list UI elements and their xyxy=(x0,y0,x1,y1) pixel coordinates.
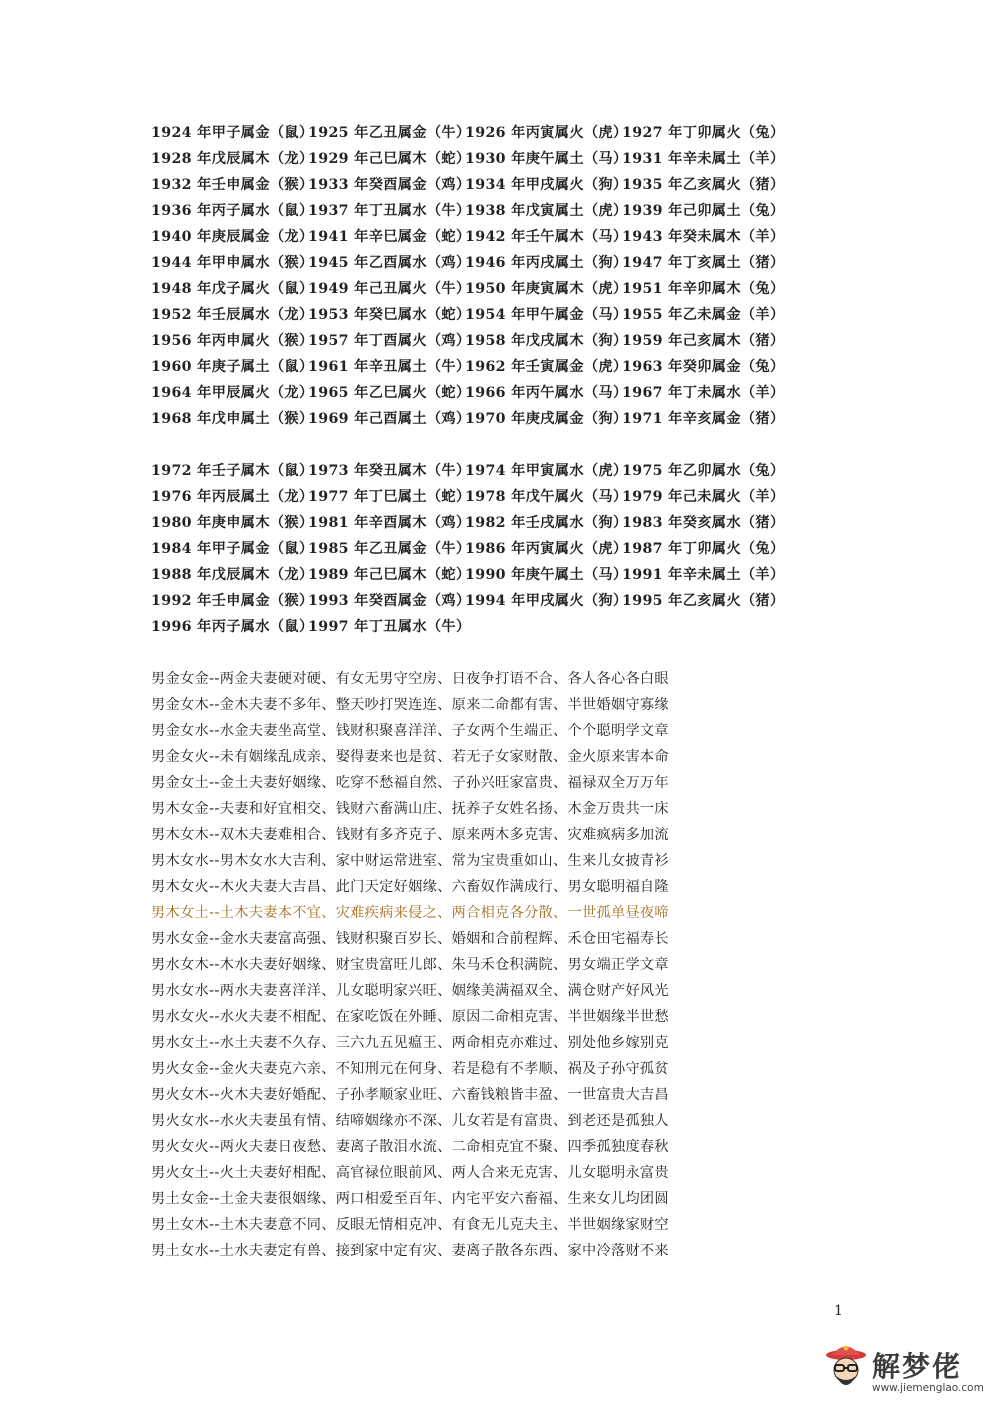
year-row xyxy=(151,328,785,354)
match-line: 男火女木--火木夫妻好婚配、子孙孝顺家业旺、六畜钱粮皆丰盈、一世富贵大吉昌 xyxy=(151,1087,669,1103)
year-entry: 1937 年丁丑属水（牛） xyxy=(308,203,471,219)
year-entry: 1966 年丙午属水（马） xyxy=(465,385,628,401)
year-entry: 1924 年甲子属金（鼠） xyxy=(151,125,314,141)
year-entry: 1942 年壬午属木（马） xyxy=(465,229,628,245)
year-row xyxy=(151,172,785,198)
page-number: 1 xyxy=(834,1303,843,1319)
match-line: 男木女木--双木夫妻难相合、钱财有多齐克子、原来两木多克害、灾难疯病多加流 xyxy=(151,827,669,843)
year-entry: 1986 年丙寅属火（虎） xyxy=(465,541,628,557)
year-entry: 1973 年癸丑属木（牛） xyxy=(308,463,471,479)
year-entry: 1995 年乙亥属火（猪） xyxy=(622,593,785,609)
year-entry: 1993 年癸酉属金（鸡） xyxy=(308,593,471,609)
year-row xyxy=(151,510,785,536)
year-entry: 1985 年乙丑属金（牛） xyxy=(308,541,471,557)
year-entry: 1930 年庚午属土（马） xyxy=(465,151,628,167)
year-entry: 1926 年丙寅属火（虎） xyxy=(465,125,628,141)
year-entry: 1958 年戊戌属木（狗） xyxy=(465,333,628,349)
year-row xyxy=(151,120,785,146)
year-entry: 1994 年甲戌属火（狗） xyxy=(465,593,628,609)
year-entry: 1962 年壬寅属金（虎） xyxy=(465,359,628,375)
year-row xyxy=(151,276,785,302)
year-entry: 1976 年丙辰属土（龙） xyxy=(151,489,314,505)
year-entry: 1971 年辛亥属金（猪） xyxy=(622,411,785,427)
year-entry: 1978 年戊午属火（马） xyxy=(465,489,628,505)
year-entry: 1967 年丁未属水（羊） xyxy=(622,385,785,401)
year-row xyxy=(151,224,785,250)
match-line: 男木女土--土木夫妻本不宜、灾难疾病来侵之、两合相克各分散、一世孤单昼夜啼 xyxy=(151,905,669,921)
year-row xyxy=(151,302,785,328)
year-entry: 1972 年壬子属木（鼠） xyxy=(151,463,314,479)
year-entry: 1969 年己酉属土（鸡） xyxy=(308,411,471,427)
year-entry: 1970 年庚戌属金（狗） xyxy=(465,411,628,427)
year-entry: 1987 年丁卯属火（兔） xyxy=(622,541,785,557)
watermark-text: 解梦佬 xyxy=(872,1350,963,1383)
year-row xyxy=(151,354,785,380)
match-line: 男土女水--土水夫妻定有兽、接到家中定有灾、妻离子散各东西、家中冷落财不来 xyxy=(151,1243,669,1259)
year-entry: 1950 年庚寅属木（虎） xyxy=(465,281,628,297)
match-line: 男火女土--火土夫妻好相配、高官禄位眼前风、两人合来无克害、儿女聪明永富贵 xyxy=(151,1165,669,1181)
match-line: 男水女火--水火夫妻不相配、在家吃饭在外睡、原因二命相克害、半世姻缘半世愁 xyxy=(151,1009,669,1025)
year-row xyxy=(151,406,785,432)
year-entry: 1928 年戊辰属木（龙） xyxy=(151,151,314,167)
year-entry: 1949 年己丑属火（牛） xyxy=(308,281,471,297)
match-line: 男金女火--未有姻缘乱成亲、娶得妻来也是贫、若无子女家财散、金火原来害本命 xyxy=(151,749,669,765)
year-entry: 1945 年乙酉属水（鸡） xyxy=(308,255,471,271)
watermark-url: www.jiemenglao.com xyxy=(872,1382,984,1394)
year-entry: 1933 年癸酉属金（鸡） xyxy=(308,177,471,193)
year-row xyxy=(151,614,782,640)
year-entry: 1974 年甲寅属水（虎） xyxy=(465,463,628,479)
year-entry: 1936 年丙子属水（鼠） xyxy=(151,203,314,219)
match-line: 男水女土--水土夫妻不久存、三六九五见瘟王、两命相克亦难过、别处他乡嫁别克 xyxy=(151,1035,669,1051)
year-table-1 xyxy=(151,120,785,432)
year-entry: 1959 年己亥属木（猪） xyxy=(622,333,785,349)
year-row xyxy=(151,588,785,614)
match-line: 男木女金--夫妻和好宜相交、钱财六畜满山庄、抚养子女姓名扬、木金万贵共一床 xyxy=(151,801,669,817)
year-entry: 1960 年庚子属土（鼠） xyxy=(151,359,314,375)
match-line: 男水女金--金水夫妻富高强、钱财积聚百岁长、婚姻和合前程辉、禾仓田宅福寿长 xyxy=(151,931,669,947)
year-entry: 1997 年丁丑属水（牛） xyxy=(308,619,471,635)
match-line: 男土女金--土金夫妻很姻缘、两口相爱至百年、内宅平安六畜福、生来女儿均团圆 xyxy=(151,1191,669,1207)
year-entry: 1954 年甲午属金（马） xyxy=(465,307,628,323)
year-entry: 1934 年甲戌属火（狗） xyxy=(465,177,628,193)
year-entry: 1956 年丙申属火（猴） xyxy=(151,333,314,349)
year-entry: 1951 年辛卯属木（兔） xyxy=(622,281,785,297)
match-line: 男金女水--水金夫妻坐高堂、钱财积聚喜洋洋、子女两个生端正、个个聪明学文章 xyxy=(151,723,669,739)
year-entry: 1991 年辛未属土（羊） xyxy=(622,567,785,583)
year-entry: 1965 年乙巳属火（蛇） xyxy=(308,385,471,401)
year-entry: 1989 年己巳属木（蛇） xyxy=(308,567,471,583)
year-row xyxy=(151,380,785,406)
year-entry: 1938 年戊寅属土（虎） xyxy=(465,203,628,219)
year-row xyxy=(151,458,785,484)
match-line: 男火女金--金火夫妻克六亲、不知刑元在何身、若是稳有不孝顺、祸及子孙守孤贫 xyxy=(151,1061,669,1077)
year-entry: 1977 年丁巳属土（蛇） xyxy=(308,489,471,505)
year-entry: 1953 年癸巳属水（蛇） xyxy=(308,307,471,323)
year-entry: 1940 年庚辰属金（龙） xyxy=(151,229,314,245)
year-entry: 1964 年甲辰属火（龙） xyxy=(151,385,314,401)
year-entry: 1931 年辛未属土（羊） xyxy=(622,151,785,167)
year-entry: 1929 年己巳属木（蛇） xyxy=(308,151,471,167)
year-entry: 1990 年庚午属土（马） xyxy=(465,567,628,583)
site-watermark xyxy=(822,1340,990,1400)
match-line: 男金女土--金土夫妻好姻缘、吃穿不愁福自然、子孙兴旺家富贵、福禄双全万万年 xyxy=(151,775,669,791)
year-entry: 1988 年戊辰属木（龙） xyxy=(151,567,314,583)
year-entry: 1968 年戊申属土（猴） xyxy=(151,411,314,427)
year-entry: 1957 年丁酉属火（鸡） xyxy=(308,333,471,349)
year-entry: 1927 年丁卯属火（兔） xyxy=(622,125,785,141)
marriage-match-list xyxy=(151,666,669,1264)
year-entry: 1943 年癸未属木（羊） xyxy=(622,229,785,245)
match-line: 男火女水--水火夫妻虽有情、结啼姻缘亦不深、儿女若是有富贵、到老还是孤独人 xyxy=(151,1113,669,1129)
year-row xyxy=(151,536,785,562)
year-table-2 xyxy=(151,458,785,640)
year-entry: 1946 年丙戌属土（狗） xyxy=(465,255,628,271)
year-entry: 1925 年乙丑属金（牛） xyxy=(308,125,471,141)
year-row xyxy=(151,198,785,224)
year-entry: 1961 年辛丑属土（牛） xyxy=(308,359,471,375)
year-entry: 1979 年己未属火（羊） xyxy=(622,489,785,505)
match-line: 男金女木--金木夫妻不多年、整天吵打哭连连、原来二命都有害、半世婚姻守寡缘 xyxy=(151,697,669,713)
year-entry: 1981 年辛酉属木（鸡） xyxy=(308,515,471,531)
year-row xyxy=(151,250,785,276)
match-line: 男火女火--两火夫妻日夜愁、妻离子散泪水流、二命相克宜不聚、四季孤独度春秋 xyxy=(151,1139,669,1155)
year-entry: 1947 年丁亥属土（猪） xyxy=(622,255,785,271)
match-line: 男木女水--男木女水大吉利、家中财运常进室、常为宝贵重如山、生来儿女披青衫 xyxy=(151,853,669,869)
year-entry: 1996 年丙子属水（鼠） xyxy=(151,619,314,635)
year-entry: 1955 年乙未属金（羊） xyxy=(622,307,785,323)
year-entry: 1941 年辛巳属金（蛇） xyxy=(308,229,471,245)
year-entry: 1992 年壬申属金（猴） xyxy=(151,593,314,609)
year-entry: 1963 年癸卯属金（兔） xyxy=(622,359,785,375)
year-row xyxy=(151,146,785,172)
year-row xyxy=(151,562,785,588)
year-entry: 1932 年壬申属金（猴） xyxy=(151,177,314,193)
match-line: 男土女木--土木夫妻意不同、反眼无情相克冲、有食无儿克夫主、半世姻缘家财空 xyxy=(151,1217,669,1233)
fortune-teller-avatar-icon xyxy=(822,1340,870,1400)
year-entry: 1975 年乙卯属水（兔） xyxy=(622,463,785,479)
year-entry: 1984 年甲子属金（鼠） xyxy=(151,541,314,557)
year-row xyxy=(151,484,785,510)
match-line: 男水女水--两水夫妻喜洋洋、儿女聪明家兴旺、姻缘美满福双全、满仓财产好风光 xyxy=(151,983,669,999)
year-entry: 1982 年壬戌属水（狗） xyxy=(465,515,628,531)
match-line: 男金女金--两金夫妻硬对硬、有女无男守空房、日夜争打语不合、各人各心各白眼 xyxy=(151,671,669,687)
year-entry: 1944 年甲申属水（猴） xyxy=(151,255,314,271)
year-entry: 1983 年癸亥属水（猪） xyxy=(622,515,785,531)
year-entry: 1948 年戊子属火（鼠） xyxy=(151,281,314,297)
match-line: 男水女木--木水夫妻好姻缘、财宝贵富旺儿郎、朱马禾仓积满院、男女端正学文章 xyxy=(151,957,669,973)
year-entry: 1980 年庚申属木（猴） xyxy=(151,515,314,531)
match-line: 男木女火--木火夫妻大吉昌、此门天定好姻缘、六畜奴作满成行、男女聪明福自隆 xyxy=(151,879,669,895)
year-entry: 1935 年乙亥属火（猪） xyxy=(622,177,785,193)
year-entry: 1952 年壬辰属水（龙） xyxy=(151,307,314,323)
year-entry: 1939 年己卯属土（兔） xyxy=(622,203,785,219)
